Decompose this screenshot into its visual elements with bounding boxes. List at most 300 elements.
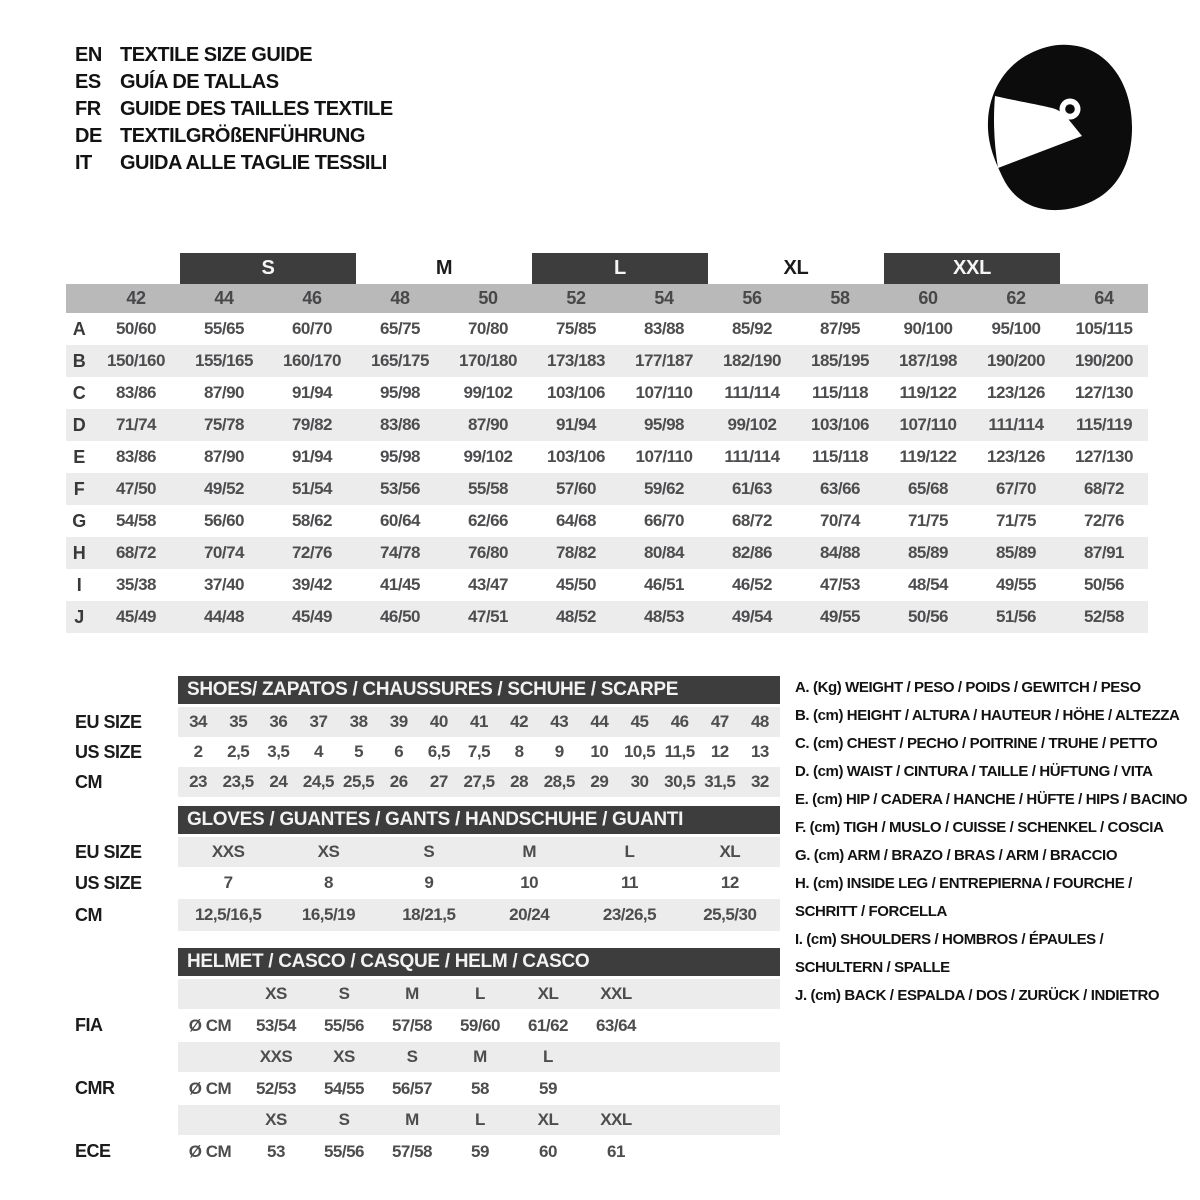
value: 27,5	[463, 772, 495, 791]
size-value: 75/85	[555, 319, 597, 338]
size-value: 65/68	[907, 479, 949, 498]
size-value: 51/56	[995, 607, 1037, 626]
size-value: 111/114	[724, 447, 780, 466]
size-number: 48	[390, 288, 410, 308]
helmet-standard-row-ece	[75, 1135, 780, 1168]
size-value: 71/74	[115, 415, 157, 434]
unit-spacer	[178, 979, 242, 1009]
size-value: 48/53	[643, 607, 685, 626]
size-value: 44/48	[203, 607, 245, 626]
row-label: CM	[75, 904, 102, 925]
size-value: 48/54	[907, 575, 949, 594]
helmet-value: 55/56	[323, 1141, 365, 1161]
legend-item-8	[795, 926, 1175, 982]
value: 35	[229, 712, 248, 731]
value: 26	[389, 772, 408, 791]
size-value: 160/170	[283, 351, 341, 370]
size-value: 182/190	[723, 351, 781, 370]
size-value: 68/72	[115, 543, 157, 562]
size-value: 99/102	[463, 383, 513, 402]
value: 28	[510, 772, 529, 791]
legend-line: A. (Kg) WEIGHT / PESO / POIDS / GEWITCH / PESO	[795, 679, 1141, 696]
size-value: 55/58	[467, 479, 509, 498]
size-number: 60	[918, 288, 938, 308]
size-group-l: L	[532, 253, 708, 284]
diameter-unit: Ø CM	[188, 1015, 232, 1035]
size-value: 84/88	[819, 543, 861, 562]
helmet-size-table	[75, 948, 780, 1168]
value: XS	[317, 842, 340, 861]
size-value: 91/94	[291, 447, 333, 466]
size-value: 87/90	[467, 415, 509, 434]
helmet-size-header-row-fia	[75, 979, 780, 1009]
value: 48	[750, 712, 769, 731]
size-value: 177/187	[635, 351, 693, 370]
legend-line: H. (cm) INSIDE LEG / ENTREPIERNA / FOURCHE /	[795, 875, 1132, 892]
standard-label: CMR	[75, 1078, 115, 1098]
value: 25,5	[343, 772, 375, 791]
helmet-size: S	[406, 1047, 418, 1066]
measure-row-b	[66, 345, 1148, 377]
helmet-size: XXS	[259, 1047, 293, 1066]
unit-spacer	[178, 1042, 242, 1072]
row-letter: E	[73, 446, 85, 467]
helmet-size: L	[475, 984, 485, 1003]
helmet-icon-pivot-dot	[1065, 104, 1075, 114]
helmet-value: 59/60	[459, 1015, 501, 1035]
size-value: 87/90	[203, 383, 245, 402]
helmet-icon	[980, 40, 1138, 214]
size-value: 74/78	[379, 543, 421, 562]
size-value: 68/72	[731, 511, 773, 530]
size-value: 43/47	[467, 575, 509, 594]
size-value: 39/42	[291, 575, 333, 594]
legend-item-1	[795, 702, 1180, 730]
helmet-value: 63/64	[595, 1015, 637, 1035]
value: 31,5	[704, 772, 736, 791]
cells	[178, 1072, 780, 1105]
gloves-size-table	[75, 806, 780, 931]
cells	[178, 837, 780, 867]
row-label: CM	[75, 771, 102, 792]
value: 7,5	[467, 742, 491, 761]
helmet-size: XXL	[600, 984, 632, 1003]
size-row-us-size	[75, 737, 780, 767]
cells	[178, 1135, 780, 1168]
diameter-unit: Ø CM	[188, 1078, 232, 1098]
size-value: 47/50	[115, 479, 157, 498]
value: 3,5	[267, 742, 290, 761]
measure-row-i	[66, 569, 1148, 601]
row-label: US SIZE	[75, 872, 142, 893]
value: 47	[710, 712, 729, 731]
value: 39	[389, 712, 408, 731]
helmet-value: 58	[471, 1078, 489, 1098]
size-value: 82/86	[731, 543, 773, 562]
language-row-de	[75, 123, 393, 150]
size-value: 75/78	[203, 415, 245, 434]
size-row-cm	[75, 767, 780, 797]
value: 10	[590, 742, 609, 761]
size-value: 83/86	[379, 415, 421, 434]
helmet-value: 55/56	[323, 1015, 365, 1035]
size-value: 61/63	[731, 479, 773, 498]
value: 6,5	[427, 742, 450, 761]
size-value: 46/51	[643, 575, 685, 594]
row-letter: D	[72, 414, 86, 435]
helmet-size-header	[178, 1105, 780, 1135]
size-value: 56/60	[203, 511, 245, 530]
size-number: 56	[742, 288, 762, 308]
size-value: 63/66	[819, 479, 861, 498]
size-value: 90/100	[903, 319, 953, 338]
value: XXS	[211, 842, 245, 861]
language-code: FR	[75, 98, 101, 120]
legend-item-7	[795, 870, 1175, 926]
value: 7	[223, 873, 233, 892]
language-title: GUIDE DES TAILLES TEXTILE	[120, 98, 393, 120]
shoes-title-bar	[178, 676, 780, 704]
size-value: 70/80	[467, 319, 509, 338]
size-value: 107/110	[635, 447, 693, 466]
value: 9	[554, 742, 564, 761]
legend-line: G. (cm) ARM / BRAZO / BRAS / ARM / BRACCIO	[795, 847, 1118, 864]
size-value: 99/102	[727, 415, 777, 434]
helmet-size: XS	[333, 1047, 355, 1066]
size-value: 83/86	[115, 447, 157, 466]
row-letter: H	[72, 542, 86, 563]
size-value: 72/76	[291, 543, 333, 562]
helmet-size: XL	[537, 1110, 559, 1129]
helmet-size: XS	[265, 1110, 287, 1129]
measure-row-c	[66, 377, 1148, 409]
gloves-rows	[75, 837, 780, 931]
value: 12	[710, 742, 729, 761]
size-value: 70/74	[819, 511, 861, 530]
size-value: 85/89	[995, 543, 1037, 562]
size-number: 42	[126, 288, 146, 308]
language-code: EN	[75, 44, 102, 66]
value: 4	[313, 742, 323, 761]
size-value: 111/114	[724, 383, 780, 402]
value: 10	[520, 873, 539, 892]
row-label: EU SIZE	[75, 711, 142, 732]
size-value: 62/66	[467, 511, 509, 530]
size-value: 49/52	[203, 479, 245, 498]
size-value: 45/50	[555, 575, 597, 594]
gloves-title: GLOVES / GUANTES / GANTS / HANDSCHUHE / GUANTI	[187, 809, 684, 830]
value: 11,5	[664, 742, 695, 761]
size-value: 41/45	[379, 575, 421, 594]
helmet-size: M	[405, 984, 419, 1003]
helmet-rows	[75, 979, 780, 1168]
value: 29	[590, 772, 609, 791]
size-value: 65/75	[379, 319, 421, 338]
size-value: 103/106	[547, 383, 605, 402]
size-value: 95/98	[379, 447, 421, 466]
value: 44	[590, 712, 609, 731]
size-number: 54	[654, 288, 674, 308]
legend-line: E. (cm) HIP / CADERA / HANCHE / HÜFTE / HIPS / BACINO	[795, 791, 1188, 808]
size-group-row	[66, 253, 1148, 284]
row-letter: C	[72, 382, 86, 403]
size-value: 48/52	[555, 607, 597, 626]
size-group-m: M	[435, 257, 453, 279]
helmet-size-header	[178, 1042, 780, 1072]
size-value: 55/65	[203, 319, 245, 338]
size-number: 62	[1006, 288, 1026, 308]
value: 43	[550, 712, 569, 731]
helmet-size-header-row-cmr	[75, 1042, 780, 1072]
standard-label: ECE	[75, 1141, 111, 1161]
unit-spacer	[178, 1105, 242, 1135]
helmet-value: 61	[607, 1141, 625, 1161]
value: 23	[189, 772, 208, 791]
language-title: GUIDA ALLE TAGLIE TESSILI	[120, 152, 387, 174]
language-title: GUÍA DE TALLAS	[120, 71, 279, 93]
size-value: 115/118	[811, 447, 869, 466]
value: 8	[514, 742, 524, 761]
size-value: 80/84	[643, 543, 685, 562]
value: 27	[429, 772, 448, 791]
value: 5	[354, 742, 364, 761]
size-row-cm	[75, 899, 780, 931]
size-value: 87/90	[203, 447, 245, 466]
size-value: 66/70	[643, 511, 685, 530]
legend-line: C. (cm) CHEST / PECHO / POITRINE / TRUHE / PETTO	[795, 735, 1158, 752]
size-value: 52/58	[1083, 607, 1125, 626]
helmet-size-header	[178, 979, 780, 1009]
size-value: 78/82	[555, 543, 597, 562]
helmet-value: 57/58	[391, 1141, 433, 1161]
legend-item-9	[795, 982, 1175, 1010]
helmet-value: 53/54	[255, 1015, 297, 1035]
legend-line: I. (cm) SHOULDERS / HOMBROS / ÉPAULES /	[795, 931, 1104, 948]
size-value: 76/80	[467, 543, 509, 562]
value: 10,5	[623, 742, 656, 761]
legend-line: F. (cm) TIGH / MUSLO / CUISSE / SCHENKEL / COSCIA	[795, 819, 1164, 836]
helmet-value: 52/53	[255, 1078, 297, 1098]
diameter-unit: Ø CM	[188, 1141, 232, 1161]
size-value: 64/68	[555, 511, 597, 530]
measurement-legend	[795, 674, 1188, 1010]
size-number: 52	[566, 288, 586, 308]
size-value: 60/70	[291, 319, 333, 338]
helmet-size: XXL	[600, 1110, 632, 1129]
size-value: 123/126	[987, 383, 1045, 402]
value: 8	[324, 873, 333, 892]
language-title: TEXTILE SIZE GUIDE	[120, 44, 313, 66]
value: 13	[750, 742, 769, 761]
value: 20/24	[509, 905, 550, 924]
value: 46	[670, 712, 689, 731]
size-value: 53/56	[379, 479, 421, 498]
legend-line: B. (cm) HEIGHT / ALTURA / HAUTEUR / HÖHE / ALTEZZA	[795, 707, 1180, 724]
helmet-value: 56/57	[391, 1078, 433, 1098]
size-value: 119/122	[899, 447, 957, 466]
size-row-us-size	[75, 867, 780, 899]
helmet-standard-row-cmr	[75, 1072, 780, 1105]
size-value: 173/183	[547, 351, 605, 370]
helmet-size: XS	[265, 984, 287, 1003]
cells	[178, 767, 780, 797]
size-value: 170/180	[459, 351, 517, 370]
row-letter: F	[73, 478, 85, 499]
size-value: 185/195	[811, 351, 869, 370]
language-title-block	[75, 42, 393, 177]
size-value: 155/165	[195, 351, 253, 370]
size-value: 35/38	[115, 575, 157, 594]
cells	[178, 737, 780, 767]
legend-item-4	[795, 786, 1188, 814]
size-number: 44	[214, 288, 234, 308]
legend-item-0	[795, 674, 1175, 702]
language-code: IT	[75, 152, 92, 174]
size-value: 72/76	[1083, 511, 1125, 530]
helmet-size: XL	[537, 984, 559, 1003]
value: 30	[630, 772, 649, 791]
size-value: 68/72	[1083, 479, 1125, 498]
size-value: 50/56	[907, 607, 949, 626]
legend-line: SCHRITT / FORCELLA	[795, 903, 947, 920]
value: 23/26,5	[602, 905, 657, 924]
value: 30,5	[664, 772, 696, 791]
size-value: 127/130	[1075, 447, 1133, 466]
size-value: 83/86	[115, 383, 157, 402]
size-number: 46	[302, 288, 322, 308]
size-number: 50	[478, 288, 498, 308]
size-value: 190/200	[987, 351, 1045, 370]
size-value: 49/54	[731, 607, 773, 626]
size-value: 50/56	[1083, 575, 1125, 594]
helmet-size: L	[475, 1110, 485, 1129]
shoes-title: SHOES/ ZAPATOS / CHAUSSURES / SCHUHE / SCARPE	[187, 679, 679, 700]
legend-item-5	[795, 814, 1175, 842]
legend-line: SCHULTERN / SPALLE	[795, 959, 950, 976]
value: 25,5/30	[703, 905, 757, 924]
size-value: 150/160	[107, 351, 165, 370]
language-title: TEXTILGRÖßENFÜHRUNG	[120, 125, 365, 147]
value: 37	[309, 712, 328, 731]
shoes-rows	[75, 707, 780, 797]
size-number: 64	[1094, 288, 1114, 308]
size-value: 99/102	[463, 447, 513, 466]
helmet-value: 59	[471, 1141, 489, 1161]
size-value: 49/55	[995, 575, 1037, 594]
size-value: 51/54	[291, 479, 333, 498]
value: 40	[429, 712, 448, 731]
value: 23,5	[222, 772, 254, 791]
size-value: 87/91	[1083, 543, 1125, 562]
size-value: 45/49	[291, 607, 333, 626]
size-value: 107/110	[899, 415, 957, 434]
helmet-size: L	[543, 1047, 553, 1066]
textile-size-table	[66, 253, 1148, 633]
size-value: 165/175	[371, 351, 429, 370]
language-code: ES	[75, 71, 101, 93]
measure-row-g	[66, 505, 1148, 537]
row-label-spacer	[75, 1042, 178, 1072]
gloves-title-bar	[178, 806, 780, 834]
measure-row-a	[66, 313, 1148, 345]
band-spacer	[66, 284, 92, 313]
size-value: 37/40	[203, 575, 245, 594]
size-value: 85/89	[907, 543, 949, 562]
helmet-value: 54/55	[323, 1078, 365, 1098]
value: L	[624, 842, 635, 861]
size-value: 103/106	[811, 415, 869, 434]
size-value: 85/92	[731, 319, 773, 338]
size-value: 105/115	[1075, 319, 1133, 338]
size-value: 190/200	[1075, 351, 1133, 370]
size-value: 95/100	[991, 319, 1041, 338]
value: XL	[719, 842, 741, 861]
row-label: EU SIZE	[75, 841, 142, 862]
measure-row-d	[66, 409, 1148, 441]
value: 45	[630, 712, 649, 731]
size-value: 123/126	[987, 447, 1045, 466]
standard-label: FIA	[75, 1015, 103, 1035]
measure-row-e	[66, 441, 1148, 473]
size-value: 50/60	[115, 319, 157, 338]
row-letter: B	[72, 350, 86, 371]
size-value: 95/98	[643, 415, 685, 434]
language-row-es	[75, 69, 393, 96]
size-number-band	[66, 284, 1148, 313]
row-letter: J	[74, 606, 84, 627]
value: 9	[424, 873, 434, 892]
size-value: 111/114	[988, 415, 1044, 434]
size-value: 71/75	[995, 511, 1037, 530]
value: 42	[510, 712, 529, 731]
language-row-en	[75, 42, 393, 69]
size-value: 115/118	[811, 383, 869, 402]
size-value: 79/82	[291, 415, 333, 434]
value: 34	[189, 712, 208, 731]
size-value: 187/198	[899, 351, 957, 370]
size-value: 91/94	[555, 415, 597, 434]
language-row-it	[75, 150, 393, 177]
value: 2,5	[227, 742, 250, 761]
row-label-spacer	[75, 1105, 178, 1135]
row-letter: I	[76, 574, 82, 595]
value: M	[522, 842, 536, 861]
helmet-value: 53	[267, 1141, 285, 1161]
size-value: 83/88	[643, 319, 685, 338]
value: 12,5/16,5	[194, 905, 262, 924]
size-value: 47/51	[467, 607, 509, 626]
value: 24,5	[302, 772, 334, 791]
helmet-title-bar	[178, 948, 780, 976]
value: 6	[394, 742, 404, 761]
size-value: 46/52	[731, 575, 773, 594]
size-value: 47/53	[819, 575, 861, 594]
size-value: 57/60	[555, 479, 597, 498]
legend-line: J. (cm) BACK / ESPALDA / DOS / ZURÜCK / INDIETRO	[795, 987, 1160, 1004]
size-value: 127/130	[1075, 383, 1133, 402]
size-value: 67/70	[995, 479, 1037, 498]
value: 16,5/19	[301, 905, 356, 924]
helmet-standard-row-fia	[75, 1009, 780, 1042]
helmet-value: 59	[539, 1078, 557, 1098]
size-group-s: S	[180, 253, 356, 284]
value: 18/21,5	[402, 905, 456, 924]
size-value: 58/62	[291, 511, 333, 530]
size-value: 107/110	[635, 383, 693, 402]
value: S	[423, 842, 435, 861]
size-row-eu-size	[75, 707, 780, 737]
shoes-size-table	[75, 676, 780, 797]
